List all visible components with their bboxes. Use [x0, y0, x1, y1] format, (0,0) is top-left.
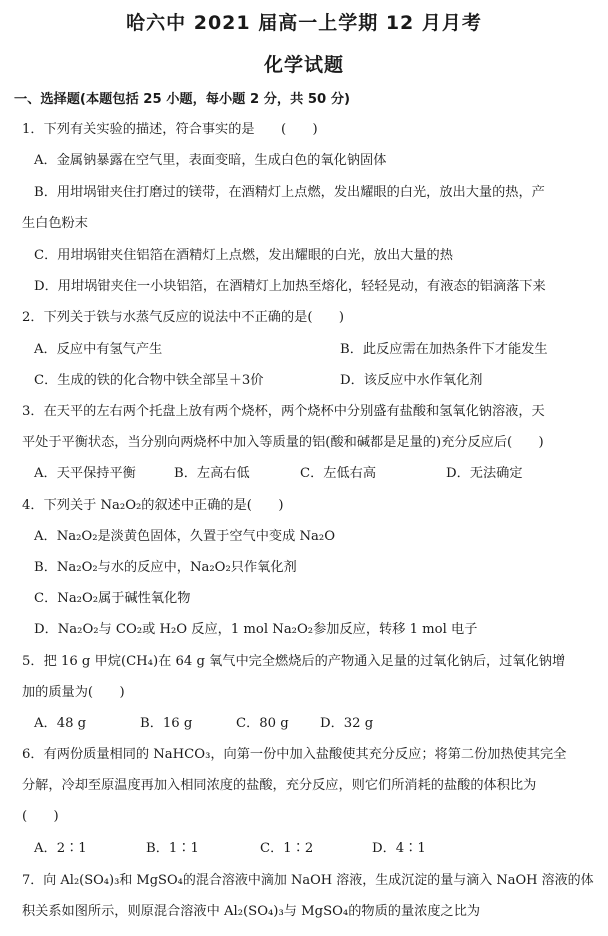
q4-option-c: C．Na₂O₂属于碱性氧化物: [34, 591, 191, 606]
q2-option-b: B．此反应需在加热条件下才能发生: [340, 342, 548, 357]
exam-subtitle: 化学试题: [263, 54, 344, 76]
q6-options: [34, 840, 594, 858]
q5-stem-cont: 加的质量为( ): [22, 685, 125, 700]
q5-option-c: C．80 g: [236, 716, 289, 731]
q7-stem: 7．向 Al₂(SO₄)₃和 MgSO₄的混合溶液中滴加 NaOH 溶液，生成沉淀的量与滴入 NaOH 溶液的体: [22, 873, 594, 888]
q6-option-d: D．4∶1: [372, 841, 426, 856]
q1-stem: 1．下列有关实验的描述，符合事实的是 ( ): [22, 122, 318, 137]
q4-option-d: D．Na₂O₂与 CO₂或 H₂O 反应，1 mol Na₂O₂参加反应，转移 1 mol 电子: [34, 622, 478, 637]
q6-option-a: A．2∶1: [34, 841, 87, 856]
q4-option-a: A．Na₂O₂是淡黄色固体，久置于空气中变成 Na₂O: [34, 529, 335, 544]
q1-option-a: A．金属钠暴露在空气里，表面变暗，生成白色的氧化钠固体: [34, 153, 387, 168]
q6-stem: 6．有两份质量相同的 NaHCO₃，向第一份中加入盐酸使其充分反应；将第二份加热使其完全: [22, 747, 567, 762]
q5-stem: 5．把 16 g 甲烷(CH₄)在 64 g 氧气中完全燃烧后的产物通入足量的过氧化钠后，过氧化钠增: [22, 654, 566, 669]
q3-stem-cont: 平处于平衡状态，当分别向两烧杯中加入等质量的铝(酸和碱都是足量的)充分反应后( ): [22, 435, 544, 450]
q6-option-b: B．1∶1: [146, 841, 199, 856]
q4-stem: 4．下列关于 Na₂O₂的叙述中正确的是( ): [22, 498, 284, 513]
q2-option-c: C．生成的铁的化合物中铁全部呈＋3价: [34, 373, 264, 388]
q4-option-b: B．Na₂O₂与水的反应中，Na₂O₂只作氧化剂: [34, 560, 297, 575]
exam-title: 哈六中 2021 届高一上学期 12 月月考: [126, 12, 482, 34]
q3-stem: 3．在天平的左右两个托盘上放有两个烧杯，两个烧杯中分别盛有盐酸和氢氧化钠溶液，天: [22, 404, 545, 419]
q6-stem-paren: ( ): [22, 809, 59, 824]
q3-option-c: C．左低右高: [300, 466, 377, 481]
q5-option-a: A．48 g: [34, 716, 87, 731]
q2-stem: 2．下列关于铁与水蒸气反应的说法中不正确的是( ): [22, 310, 344, 325]
q3-option-a: A．天平保持平衡: [34, 466, 136, 481]
q5-option-d: D．32 g: [320, 716, 374, 731]
q3-options: [34, 465, 594, 483]
section-heading: 一、选择题(本题包括 25 小题，每小题 2 分，共 50 分): [14, 92, 351, 107]
q6-stem-cont: 分解，冷却至原温度再加入相同浓度的盐酸，充分反应，则它们所消耗的盐酸的体积比为: [22, 778, 537, 793]
q2-option-a: A．反应中有氢气产生: [34, 342, 163, 357]
q1-option-b-cont: 生白色粉末: [22, 216, 88, 231]
q1-option-c: C．用坩埚钳夹住铝箔在酒精灯上点燃，发出耀眼的白光，放出大量的热: [34, 248, 453, 263]
q2-options-row2: [34, 372, 594, 390]
q5-options: [34, 715, 594, 733]
q7-stem-cont: 积关系如图所示，则原混合溶液中 Al₂(SO₄)₃与 MgSO₄的物质的量浓度之比为: [22, 904, 481, 919]
q2-option-d: D．该反应中水作氧化剂: [340, 373, 483, 388]
q6-option-c: C．1∶2: [260, 841, 314, 856]
q5-option-b: B．16 g: [140, 716, 193, 731]
q1-option-d: D．用坩埚钳夹住一小块铝箔，在酒精灯上加热至熔化，轻轻晃动，有液态的铝滴落下来: [34, 279, 546, 294]
q1-option-b: B．用坩埚钳夹住打磨过的镁带，在酒精灯上点燃，发出耀眼的白光，放出大量的热，产: [34, 185, 545, 200]
q2-options-row1: [34, 341, 594, 359]
q3-option-d: D．无法确定: [446, 466, 523, 481]
q3-option-b: B．左高右低: [174, 466, 250, 481]
